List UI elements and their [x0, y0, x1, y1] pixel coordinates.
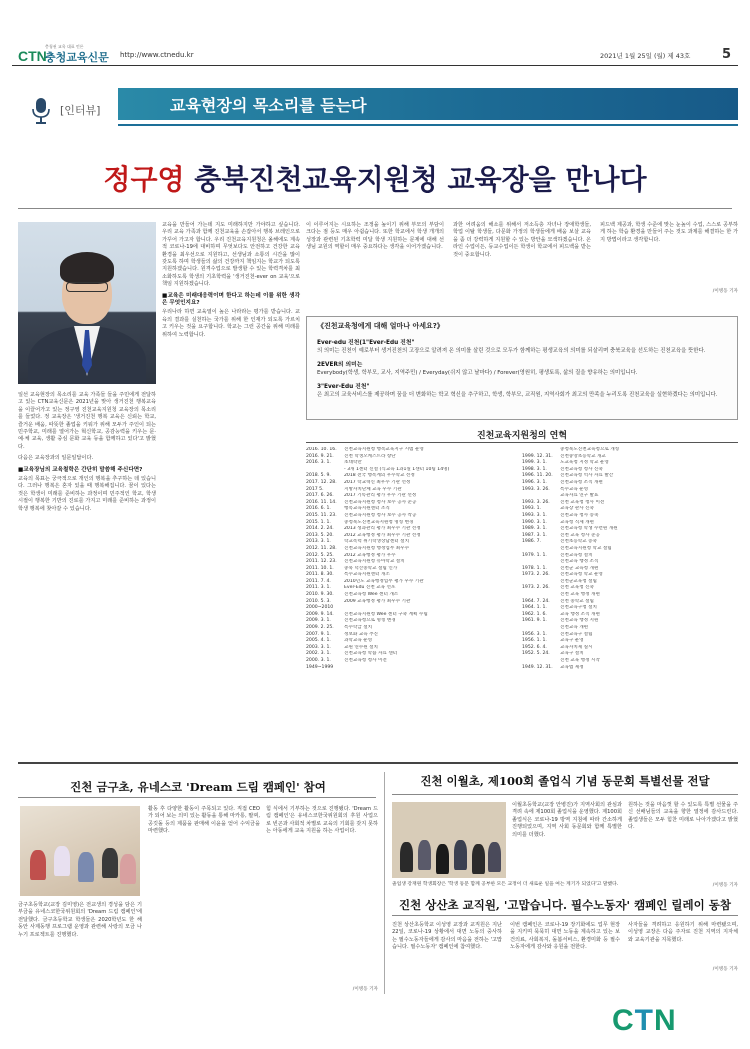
history-row [306, 480, 738, 487]
history-date: 1998. 3. 1. [522, 466, 547, 472]
history-event: 2010년도 교육행정업무 평가 우수 기관 [344, 578, 424, 584]
history-event: 교육청 직제 개편 [560, 519, 594, 525]
history-row [306, 546, 738, 553]
logo-paper-name: 충청교육신문 [45, 51, 109, 64]
history-event: - 3개 1센터 신설 (식교육 1과1실 1센터 10팀 14명) [344, 466, 450, 472]
history-event: 진천교육 개편 [560, 625, 589, 631]
history-date: 2000~2010 [306, 605, 334, 611]
history-date: 1949~1999 [306, 664, 334, 670]
history-date: 1952. 6. 4. [522, 644, 547, 650]
interview-column-3: 이 이루어지는 시요하는 조정을 높이기 위해 부모의 부담이 크다는 점 등도 매우 아쉽습니다. 또한 학교에서 학생 개개의 성장과 관련된 기초학력 미달 학생 지원하는 문제에 대해 선생님 교원의 역할이 매우 중요하다는 생각을 이어가겠습니다. [306, 222, 444, 251]
masthead [0, 0, 750, 78]
history-date [522, 559, 560, 566]
history-date: 1964. 1. 1. [522, 605, 547, 611]
history-event: 진천교육청 학교 운영 [560, 572, 603, 578]
headline-name: 정구영 [103, 163, 185, 196]
history-event: 특수학급 설치 [344, 625, 373, 631]
history-date: 1990. 3. 1. [522, 519, 547, 525]
history-date: 2011. 10. 1. [306, 565, 334, 571]
site-url[interactable]: http://www.ctnedu.kr [120, 51, 194, 59]
history-date: 2009. 9. 14. [306, 611, 334, 617]
history-date [522, 546, 560, 553]
history-event: 교육구 운영 [560, 638, 584, 644]
history-date: 1962. 1. 6. [522, 611, 547, 617]
footer-logo-n: N [654, 1004, 677, 1037]
history-event: 진천교육지원청 Wee 센터 구축 계획 수립 [344, 611, 428, 617]
headline-divider [18, 208, 732, 209]
history-date [522, 658, 560, 665]
section-divider [18, 762, 738, 764]
history-row [306, 487, 738, 494]
answer-2: 우리나라 하면 교육열이 높은 나라라는 평가를 받습니다. 교육의 결과를 실천하는 국가를 위해 한 인재가 되도록 가르치고 키우는 것을 요구합니다. 학교는 그런 공간을 위해 미래를 위하여 노력합니다. [162, 309, 300, 338]
history-date: 2010. 9. 30. [306, 592, 334, 598]
history-event: 2012 교육행정 평가 우수 [344, 552, 396, 558]
footer-logo [612, 1004, 677, 1038]
history-event: 진천 교육 행정 시작 [560, 658, 600, 663]
history-row [306, 605, 738, 612]
history-event: 진천교육청 설치 [560, 552, 593, 558]
history-row [306, 585, 738, 592]
history-date: 1978. 1. 1. [522, 565, 547, 571]
history-event: 진천교육지원청 유아학교 설치 [344, 559, 405, 565]
history-event: 교육자치제 실시 [560, 644, 593, 650]
history-event: 2012 교육행정 평가 최우수 기관 선정 [344, 532, 421, 538]
history-event: 진천교육 행정 조직 [560, 559, 599, 565]
page-number: 5 [722, 47, 732, 62]
history-event: 진천 학생오케스트라 창단 [344, 453, 396, 459]
history-event: 지방자치단체 교육 우수 기관 [344, 486, 402, 492]
main-headline [0, 158, 750, 198]
history-event: 진천교육 행정 지원 [560, 618, 599, 624]
question-1: ■교육장님의 교육철학은 간단히 말씀해 주신다면? [18, 466, 143, 473]
history-event: Ever-Edu 진천 교육 선포 [344, 585, 396, 591]
microphone-icon [30, 97, 52, 125]
history-date: 2005. 4. 1. [306, 638, 331, 644]
history-date: 2007. 9. 1. [306, 631, 331, 637]
article-2-text-1: 이월초등학교(교장 안병진)가 지역사회의 관심과 격려 속에 제100회 졸업식을 운영했다. 제100회 졸업식은 코로나-19 방역 지침에 따라 간소하게 진행되었으며, 지역 사회 동문회와 함께 특별한 의미를 더했다. [512, 802, 622, 838]
history-date [522, 447, 560, 454]
history-date: 1996. 3. 1. [522, 479, 547, 485]
history-date: 2016. 10. 16. [306, 447, 337, 452]
history-date [522, 625, 560, 632]
history-date: 2009. 3. 1. [306, 618, 331, 624]
history-event: 진천 교육청 청사 이전 [560, 499, 605, 505]
history-event: 진천교육지원청 청사 보수 공사 착공 [344, 512, 417, 518]
history-table [306, 447, 738, 755]
history-date: 2013. 5. 20. [306, 532, 334, 538]
interview-intro-2: 다음은 교육장과의 일문일답이다. [18, 455, 94, 462]
history-row [306, 665, 738, 672]
portrait-photo [18, 222, 156, 384]
history-date: 1973. 2. 26. [522, 572, 550, 578]
history-row [306, 658, 738, 665]
history-date: 2017 5. [306, 486, 324, 492]
history-row [306, 651, 738, 658]
history-event: 진천중앙초등학교 개교 [560, 453, 606, 459]
column-divider [384, 772, 385, 994]
history-row [306, 526, 738, 533]
history-event: 특수교육지원센터 개소 [344, 572, 390, 578]
history-event: 과학교육 운영 [344, 638, 373, 644]
article-1-title: 진천 금구초, 유네스코 'Dream 드림 캠페인' 참여 [70, 780, 326, 794]
history-event: 진천 교육청 신축 [560, 585, 594, 591]
logo-subtitle: 충청권 교육 대표 언론 [45, 44, 84, 49]
article-2-title: 진천 이월초, 제100회 졸업식 기념 동문회 특별선물 전달 [420, 774, 710, 788]
history-event: 교육법 제정 [560, 664, 584, 670]
question-2: ■교육은 미래대응력이며 한다고 하는데 이를 위한 생각은 무엇인지요? [162, 292, 300, 307]
history-row [306, 460, 738, 467]
history-date: 1996. 11. 20. [522, 473, 553, 479]
history-row [306, 625, 738, 632]
history-row [306, 473, 738, 480]
history-date: 1989. 3. 1. [522, 526, 547, 532]
interview-column-4: 과한 어려움의 해소를 위해서 저소득층 자녀나 장애학생들, 학업 이탈 학생들, 다문화 가정의 학생들에게 배움 보살 교육을 좀 더 강력하게 지원할 수 있는 방안을 모색하겠습니다. 온라인 수업이든, 등교수업이든 학생이 학교에서 피드백을 받는 것이 중요합니다. [453, 222, 591, 258]
banner-underline [118, 124, 738, 126]
footer-logo-c: C [612, 1004, 635, 1037]
history-date: 2010. 5. 3. [306, 598, 331, 604]
info-box-item-1: Ever-edu 진천(1"Ever-Edu 진천" 의 의미는 진천이 예로부터 생거진천의 고장으로 알려져 온 의미를 살린 것으로 모두가 함께하는 평생교육의 의미를 되살리며 충북교육을 선도하는 진천교육을 뜻한다. [317, 340, 706, 354]
history-event: 2017 학교혁신 최우수 기관 선정 [344, 479, 411, 485]
history-event: 정보화 교육 추진 [344, 631, 378, 637]
history-date: 1949. 12. 31. [522, 664, 553, 670]
history-event: 특수교육 운영 [560, 486, 589, 492]
answer-1: 교육의 목표는 궁극적으로 개인의 행복을 추구하는 데 있습니다. 그러나 행복은 혼자 있을 때 행복해집니다. 꿈이 있다는 것은 학생이 미래를 준비하는 과정이며 민주적인 학교, 학생 시절이 행복한 기반의 진로를 가지고 미래를 준비하는 과정이 학생 행복에 찾아갈 수 있습니다. [18, 476, 156, 512]
history-date: 2015. 1. 1. [306, 519, 331, 525]
history-event: 진천교육청 조직 개편 [560, 479, 603, 485]
history-event: 진천교육지원청 행복교육지구 시범 운영 [344, 447, 424, 452]
history-date: 1987. 3. 1. [522, 532, 547, 538]
footer-logo-t: T [634, 1004, 654, 1037]
history-event: 도교육청 지정 학교 운영 [560, 460, 609, 466]
history-date: 1979. 1. 1. [522, 552, 547, 558]
article-3-text-1: 진천 상산초등학교 이성영 교장과 교직원은 지난 22일, 코로나-19 상황에서 대면 노동의 중사하는 필수노동자들에게 감사의 마음을 전하는 '고맙습니다. 필수노동자' 캠페인에 참여했다. [392, 922, 502, 951]
history-event: 진천교육청 학생 수련원 개원 [560, 526, 618, 532]
article-2-divider [392, 794, 738, 795]
history-event: 행복교육지원센터 조직 [344, 506, 390, 512]
history-divider [306, 442, 738, 443]
history-row [306, 539, 738, 546]
history-event: 교육자료 연구 발표 [560, 493, 599, 499]
history-date: 2016. 11. 14. [306, 499, 337, 505]
history-event: 학교폭력 위기학생상담센터 설치 [344, 539, 410, 545]
history-date: 1999. 12. 31. [522, 453, 553, 459]
history-date: 2003. 3. 1. [306, 644, 331, 650]
history-date: 1961. 9. 1. [522, 618, 547, 624]
history-date: 1999. 3. 1. [522, 460, 547, 466]
history-event: 진천 중학교 설립 [560, 598, 594, 604]
history-row [306, 559, 738, 566]
history-event: 초대학만 [344, 460, 362, 466]
history-date: 1973. 2. 26. [522, 585, 550, 591]
info-box-title: 《진천교육청에게 대해 얼마나 아세요?》 [317, 322, 444, 330]
history-event: 진천교육청 청사 신축 [560, 466, 603, 472]
history-row [306, 618, 738, 625]
article-1-text-1: 금구초등학교(교장 김미영)은 전교생의 경성을 담은 기부금을 유네스코한국위원회의 'Dream 드림 캠페인'에 전달했다. 금구초등학교 학생들은 2020학년도 한 해 동안 사제동행 프로그램 운영과 관련해 사랑의 모금 나누기 프로젝트를 진행했다. [18, 902, 142, 938]
history-event: 진천 교육 행정 개편 [560, 592, 600, 598]
article-3-text-2: 이번 캠페인은 코로나-19 장기화에도 업무 현장을 지키며 묵묵히 대면 노동을 계속하고 있는 보건의료, 사회복지, 돌봄서비스, 환경미화 등 필수노동자에게 감사와 응원을 전한다. [510, 922, 620, 951]
history-date [522, 592, 560, 599]
history-event: 진천교육청 역사 자료 발간 [560, 473, 614, 479]
history-date: 2011. 8. 30. [306, 572, 334, 578]
history-date: 2011. 3. 1. [306, 585, 331, 591]
history-event: 충청북도진천교육청으로 개칭 [560, 447, 620, 452]
history-date: 2016. 9. 21. [306, 453, 334, 459]
history-row [306, 513, 738, 520]
history-date: 1964. 7. 24. [522, 598, 550, 604]
interview-text-2: 교육을 만들어 가는데 지도 미래하지만 가야하고 싶습니다. 우리 교육 가족과 함께 진천교육을 손잡아서 행복 브레인으로 가꾸어 가고자 합니다. 우리 진천교육지원청은 올해에도 계속적 코로나-19에 대비하며 무엇보다도 안전하고 건강한 교육환경을 최우선으로 지원하고, 선생님과 소통의 시간을 많이 갖도록 하며 학생들의 삶의 건강까지 책임지는 학교가 되도록 지원하겠습니다. 원격수업으로 발생할 수 있는 학력격차를 최소화하도록 학생의 기초학력을 '생거진천-ever on 교육'으로 책임 지원하겠습니다. [162, 222, 300, 288]
history-date: 2009. 2. 25. [306, 625, 334, 631]
history-date: 2017. 12. 28. [306, 479, 337, 485]
interview-tag: [인터뷰] [60, 104, 101, 117]
history-date: 1986. 7. [522, 539, 541, 545]
history-row [306, 592, 738, 599]
history-date: 2015. 11. 23. [306, 512, 337, 518]
interview-column-1 [18, 392, 156, 513]
history-date: 2017. 6. 26. [306, 493, 334, 499]
history-event: 진천교육지원청 청사 보수 공사 준공 [344, 499, 417, 505]
history-date: 2013. 3. 1. [306, 539, 331, 545]
interview-byline: /이병동 기자 [712, 289, 738, 294]
history-date: 1956. 1. 1. [522, 638, 547, 644]
history-event: 2017 기록관리 평가 우수 기관 선정 [344, 493, 417, 499]
article-2-photo [392, 802, 506, 878]
history-event: 교원 연수원 설치 [344, 644, 378, 650]
history-date: 2000. 3. 1. [306, 658, 331, 663]
history-event: 진천교육청 학습 자료 센터 [344, 651, 398, 657]
article-1-byline: /이병동 기자 [352, 987, 378, 992]
history-date: 1993. 3. 26. [522, 499, 550, 505]
history-event: 교육구 설치 [560, 651, 584, 657]
info-box-item-2: 2EVER의 의미는 Everybody(학생, 학부모, 교사, 지역주민) / Everyday(쉬지 않고 날마다) / Forever(영원히, 평생토록, 삶의 질을 향유하는 의미입니다. [317, 362, 638, 376]
history-event: 진천교육지원청 학교 설립 [560, 545, 612, 551]
history-event: 2018 전국 행복계의 우수학교 선정 [344, 473, 415, 479]
history-date: 2002. 3. 1. [306, 651, 331, 657]
info-box [306, 316, 738, 420]
history-event: 2013 성과관리 평가 최우수 기관 선정 [344, 526, 421, 532]
history-event: 진천군교육청 설립 [560, 578, 597, 584]
history-date: 2011. 7. 4. [306, 578, 331, 584]
history-event: 교육 행정 조직 개편 [560, 611, 600, 617]
header-divider [12, 65, 738, 66]
article-1-divider [18, 797, 376, 798]
history-date: 2016. 6. 1. [306, 506, 331, 512]
history-date: 2011. 12. 23. [306, 559, 337, 565]
issue-date: 2021년 1월 25일 (월) 제 43호 [600, 52, 691, 60]
history-event: 진천초등학교 증축 [560, 539, 597, 545]
headline-rest: 충북진천교육지원청 교육장을 만나다 [184, 163, 647, 196]
history-date: 2016. 3. 1. [306, 460, 331, 466]
logo-ctn: CTN [18, 48, 47, 64]
article-1-text-2: 활동 후 다양한 활동이 주목되고 있다. 직접 CEO가 되어 보는 의미 있는 활동을 통해 마카롱, 팔찌, 공깃돌 등의 제품을 판매해 이윤을 얻어 수익금을 마련했다. [148, 806, 260, 835]
interview-intro: 일선 교육현장의 목소리를 교육 가족들 들을 주민에게 전달하고 있는 CTN교육신문은 2021년을 맞아 생거진천 행복교육을 이끌어가고 있는 정구영 진천교육지원청 교육장의 목소리를 들었다. 정 교육장은 '생거진천 행복 교육은 신뢰는 학교, 즐거운 배움, 따뜻한 졸업을 키워가 위해 모두가 주인이 되는 민주학교, 미래를 열어가는 혁신학교, 공감능력을 키우는 문·예·체 교육, 생활 중심 문화 교육 등을 함께하고 있다'고 밝혔다. [18, 392, 156, 450]
history-title: 진천교육지원청의 연혁 [476, 431, 568, 441]
section-banner-text: 교육현장의 목소리를 듣는다 [170, 96, 367, 115]
history-row [306, 553, 738, 560]
history-event: 진천교육 청사 증축 [560, 512, 599, 518]
history-date: 1952. 5. 24. [522, 651, 550, 657]
history-row [306, 638, 738, 645]
history-event: 2009 교육행정 평가 최우수 기관 [344, 598, 411, 604]
article-3-byline: /이병동 기자 [712, 967, 738, 972]
history-event [344, 605, 522, 612]
article-1-text-3: 힘 식에서 기부하는 것으로 진행됐다. 'Dream 드림 캠페인'은 유네스코한국위원회의 후원 사업으로 빈곤과 사회적 차별로 교육의 기회를 갖지 못하는 아동에게 교육 지원을 하는 사업이다. [266, 806, 378, 835]
history-date: 2012. 5. 25. [306, 552, 334, 558]
history-date: 1993. 3. 1. [522, 512, 547, 518]
history-event: 교육장 관사 신축 [560, 506, 594, 512]
history-date: 1993. 3. 26. [522, 486, 550, 492]
history-date: 1993. 1. [522, 506, 541, 512]
history-event: 진천교육청 청사 이전 [344, 658, 387, 663]
history-event: 충북 덕산중학교 설립 인가 [344, 565, 398, 571]
history-date: 1956. 3. 1. [522, 631, 547, 637]
history-date: 2014. 2. 24. [306, 526, 334, 532]
article-3-divider [392, 915, 738, 916]
history-event: 진천군 교육청 개편 [560, 565, 599, 571]
article-1-photo [20, 806, 140, 896]
article-3-text-3: 사자들을 격려하고 응원하기 위해 마련됐으며, 이성영 교장은 다음 주자로 진천 지역의 지자체와 교육기관을 지목했다. [628, 922, 738, 943]
history-event: 진천교육구 설립 [560, 631, 593, 637]
interview-column-5: 피드백 제공과, 학생 수준에 맞는 눈높이 수업, 스스로 공부하게 하는 학습 환경을 만들어 주는 것도 과제를 해결하는 한 가지 방법이라고 생각합니다. [600, 222, 738, 243]
history-row [306, 447, 738, 454]
history-event: 진천교육청 Wee 센터 개소 [344, 592, 399, 598]
article-2-byline: /이병동 기자 [712, 883, 738, 888]
history-event: 진천교육지원청 행정업무 최우수 [344, 545, 410, 551]
history-row [306, 572, 738, 579]
history-row [306, 493, 738, 500]
history-date: 2012. 11. 28. [306, 545, 337, 551]
history-event: 진천 교육 청사 준공 [560, 532, 600, 538]
article-2-caption: 졸업생 강재원 학생회장은 '학생 동문 함께 공부한 모든 교정이 더 새로운 일을 여는 계기가 되었다'고 말했다. [392, 882, 619, 887]
article-3-title: 진천 상산초 교직원, '고맙습니다. 필수노동자' 캠페인 릴레이 동참 [399, 898, 731, 912]
history-date: 2018. 5. 9. [306, 473, 331, 479]
history-date [522, 493, 560, 500]
info-box-item-3: 3"Ever-Edu 진천" 은 최고의 교육서비스를 제공하며 꿈을 더 변화하는 학교 혁신을 추구하고, 학생, 학부모, 교직원, 지역사회가 최고의 만족을 누리도록 진천교육을 실현하겠다는 의미입니다. [317, 384, 718, 398]
interview-column-2 [162, 222, 300, 339]
history-row [306, 506, 738, 513]
history-event [344, 665, 522, 672]
history-event: 진천교육청으로 명칭 변경 [344, 618, 396, 624]
history-event: 진천교육구청 설치 [560, 605, 597, 611]
article-2-text-2: 원하는 것을 마음껏 할 수 있도록 특별 선물을 주신 선배님들의 교육을 향한 열정에 감사드린다. 졸업생들은 모두 힘찬 미래로 나아가겠다고 밝혔다. [628, 802, 738, 831]
history-event: 충청북도진천교육지원청 명칭 변경 [344, 519, 414, 525]
